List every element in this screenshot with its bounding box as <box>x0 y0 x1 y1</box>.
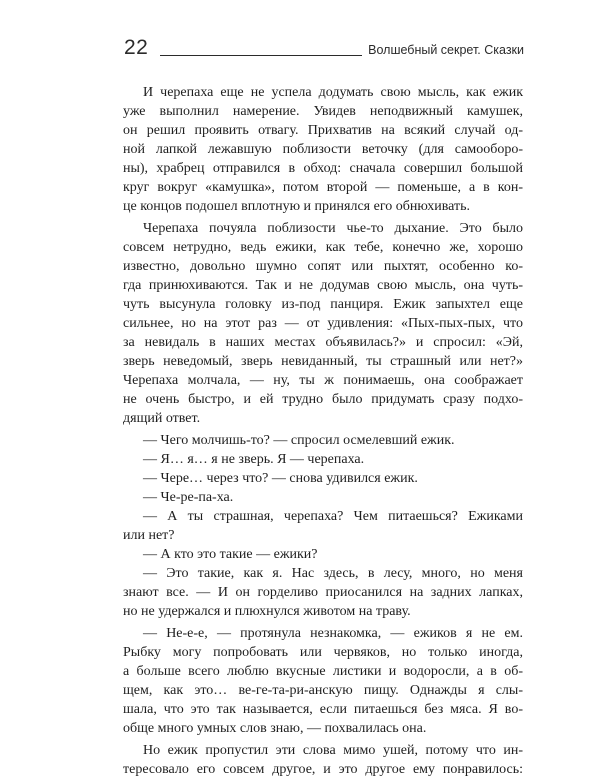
text-line: Рыбку могу попробовать или червяков, но только иногда, <box>123 645 523 660</box>
text-line: гда принюхиваются. Так и не додумав свою мысль, она чуть- <box>123 278 523 293</box>
body-text <box>123 83 523 779</box>
running-title: Волшебный секрет. Сказки <box>362 43 524 57</box>
paragraph <box>123 564 523 621</box>
text-line: или нет? <box>123 528 175 543</box>
text-line: — Чего молчишь-то? — спросил осмелевший ежик. <box>143 433 455 448</box>
text-line: чуть высунула головку из-под панциря. Ежик запыхтел еще <box>123 297 523 312</box>
text-line: И черепаха еще не успела додумать свою мысль, как ежик <box>143 85 523 100</box>
text-line: обще много умных слов знаю, — похвалилась она. <box>123 721 427 736</box>
text-line: за невидаль в наших местах объявилась?» и спросил: «Эй, <box>123 335 523 350</box>
paragraph <box>123 219 523 428</box>
text-line: Черепаха почуяла поблизости чье-то дыхание. Это было <box>143 221 523 236</box>
text-line: известно, довольно шумно сопят или пыхтят, особенно ко- <box>123 259 523 274</box>
paragraph <box>123 507 523 545</box>
text-line: — А ты страшная, черепаха? Чем питаешься? Ежиками <box>143 509 523 524</box>
text-line: щем, как это… ве-ге-та-ри-анскую пищу. Однажды я слы- <box>123 683 523 698</box>
text-line: Черепаха молчала, — ну, ты ж понимаешь, она соображает <box>123 373 523 388</box>
paragraph <box>123 83 523 216</box>
text-line: це концов подошел вплотную и принялся его обнюхивать. <box>123 199 471 214</box>
text-line: зверь неведомый, зверь невиданный, ты страшный или нет?» <box>123 354 523 369</box>
text-line: — Не-е-е, — протянула незнакомка, — ежиков я не ем. <box>143 626 523 641</box>
text-line: сильнее, но на этот раз — от удивления: «Пых-пых-пых, что <box>123 316 523 331</box>
text-line: — Это такие, как я. Нас здесь, в лесу, много, но меня <box>143 566 523 581</box>
text-line: не очень быстро, и ей трудно было придумать сразу подхо- <box>123 392 523 407</box>
text-line: дящий ответ. <box>123 411 201 426</box>
paragraph <box>123 431 523 450</box>
paragraph <box>123 450 523 469</box>
page-number: 22 <box>124 36 149 59</box>
text-line: а больше всего люблю вкусные листики и водоросли, а в об- <box>123 664 523 679</box>
text-line: круг вокруг «камушка», потом второй — поменьше, а в кон- <box>123 180 523 195</box>
text-line: шала, что это так называется, если питаешься без мяса. Я во- <box>123 702 523 717</box>
text-line: — Я… я… я не зверь. Я — черепаха. <box>143 452 365 467</box>
text-line: Но ежик пропустил эти слова мимо ушей, потому что ин- <box>143 743 523 758</box>
paragraph <box>123 469 523 488</box>
text-line: — Чере… через что? — снова удивился ежик. <box>143 471 418 486</box>
text-line: ны), храбрец отправился в обход: сначала совершил большой <box>123 161 523 176</box>
text-line: знают все. — И он горделиво приосанился на задних лапках, <box>123 585 523 600</box>
text-line: он решил проявить отвагу. Прихватив на всякий случай од- <box>123 123 523 138</box>
paragraph <box>123 624 523 738</box>
text-line: — Че-ре-па-ха. <box>143 490 234 505</box>
paragraph <box>123 741 523 779</box>
text-line: уже выполнил намерение. Увидев неподвижный камушек, <box>123 104 523 119</box>
text-line: тересовало его совсем другое, и это другое ему понравилось: <box>123 762 523 777</box>
paragraph <box>123 545 523 564</box>
paragraph <box>123 488 523 507</box>
text-line: совсем нетрудно, ведь ежики, как тебе, конечно же, хорошо <box>123 240 523 255</box>
text-line: ной лапкой лежавшую поблизости веточку (для самооборо- <box>123 142 523 157</box>
text-line: но не удержался и плюхнулся животом на траву. <box>123 604 411 619</box>
text-line: — А кто это такие — ежики? <box>143 547 318 562</box>
